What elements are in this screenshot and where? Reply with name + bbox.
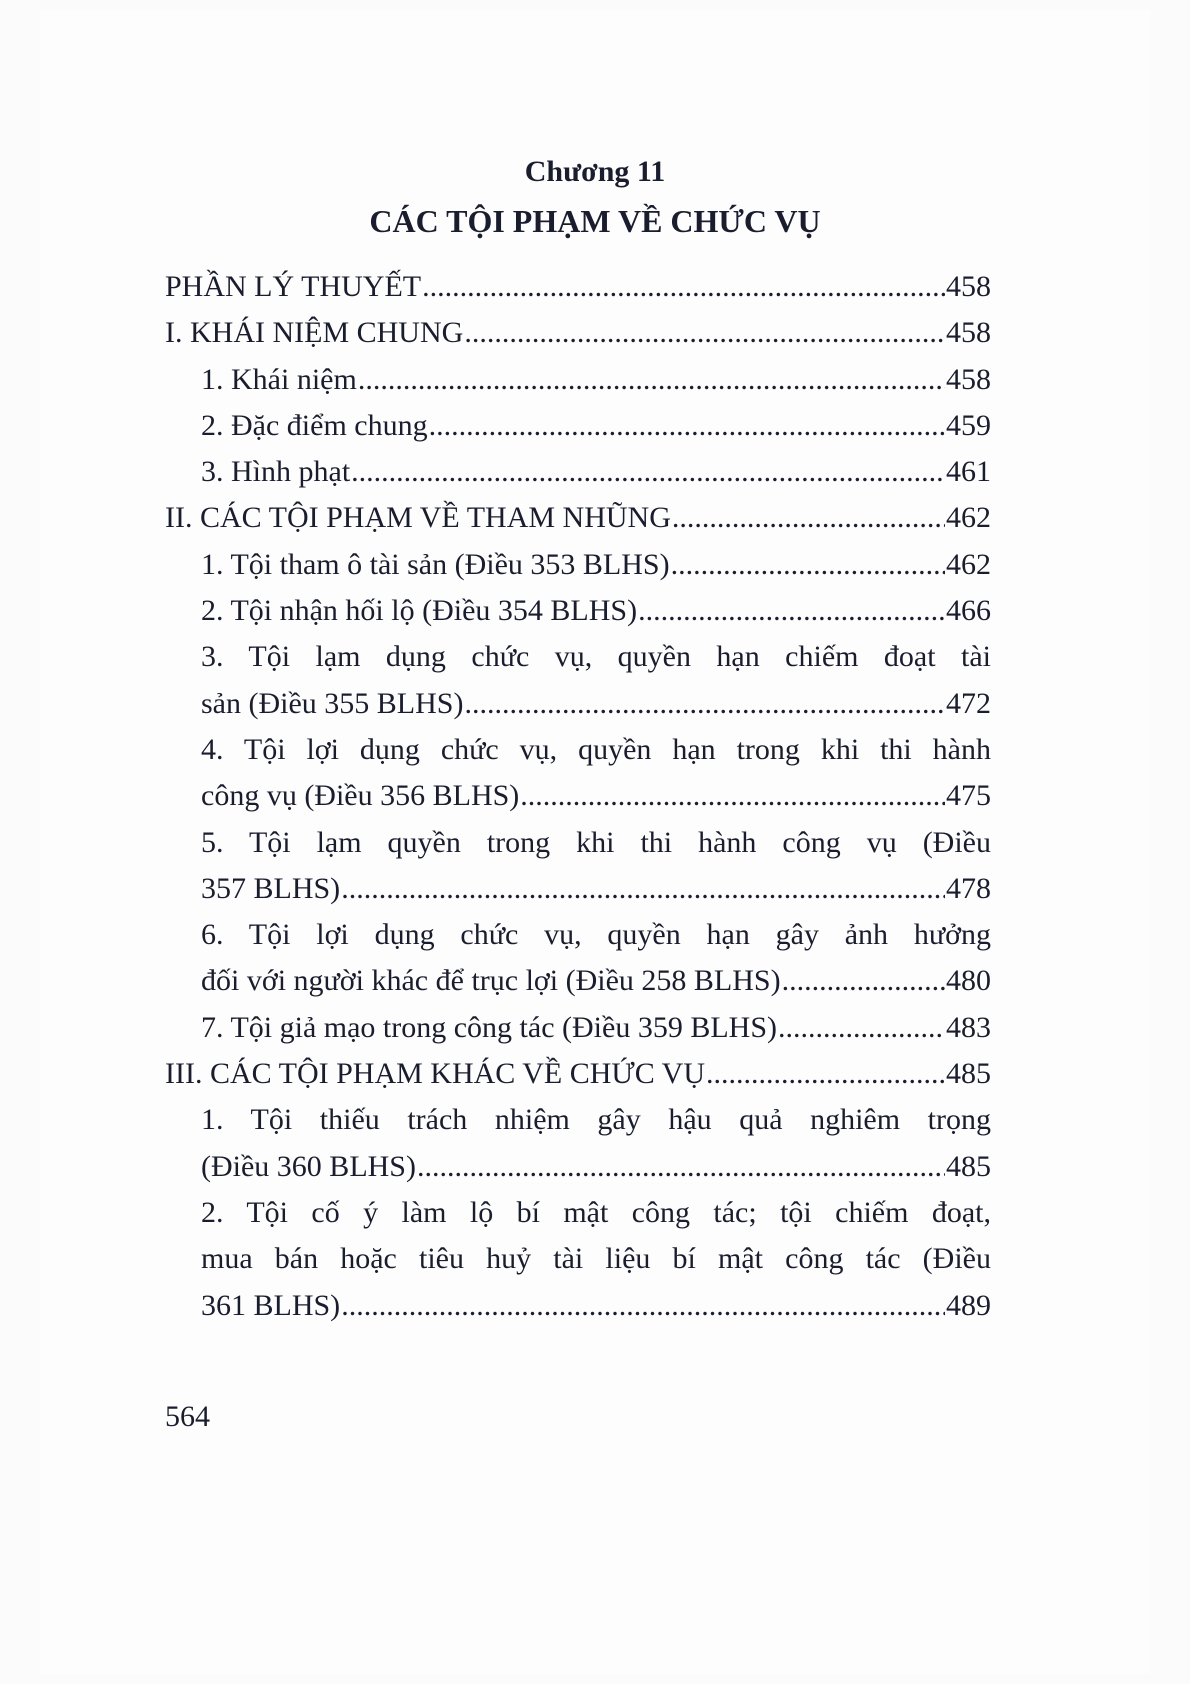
toc-entry-title: sản (Điều 355 BLHS) — [201, 686, 464, 720]
toc-entry-line — [201, 588, 991, 634]
toc-entry-title: 7. Tội giả mạo trong công tác (Điều 359 BLHS) — [201, 1010, 778, 1044]
toc-entry-line — [201, 681, 991, 727]
toc-entry-line — [165, 1051, 991, 1097]
toc-entry-text-line: 3. Tội lạm dụng chức vụ, quyền hạn chiếm đoạt tài — [201, 640, 991, 674]
toc-entry-line — [201, 1144, 991, 1190]
toc-entry-text-line: 5. Tội lạm quyền trong khi thi hành công vụ (Điều — [201, 825, 991, 859]
dot-leader — [341, 1283, 945, 1329]
toc-entry-text-line: mua bán hoặc tiêu huỷ tài liệu bí mật công tác (Điều — [201, 1242, 991, 1276]
dot-leader — [520, 773, 945, 819]
toc-entry-title: 1. Khái niệm — [201, 362, 357, 396]
toc-page-number: 461 — [946, 455, 991, 489]
dot-leader — [464, 310, 945, 356]
toc-entry-line — [201, 773, 991, 819]
toc-entry-text-line: 2. Tội cố ý làm lộ bí mật công tác; tội chiếm đoạt, — [201, 1195, 991, 1229]
toc-entry-text-line: 6. Tội lợi dụng chức vụ, quyền hạn gây ảnh hưởng — [201, 918, 991, 952]
dot-leader — [638, 588, 945, 634]
dot-leader — [341, 866, 945, 912]
toc-entry — [165, 357, 991, 403]
dot-leader — [464, 681, 945, 727]
toc-entry-line — [201, 866, 991, 912]
toc-page-number: 483 — [946, 1010, 991, 1044]
toc-entry-title: I. KHÁI NIỆM CHUNG — [165, 316, 464, 350]
toc-page-number: 466 — [946, 594, 991, 628]
toc-page-number: 462 — [946, 547, 991, 581]
table-of-contents — [165, 264, 991, 1329]
dot-leader — [778, 1005, 945, 1051]
toc-entry-title: 1. Tội tham ô tài sản (Điều 353 BLHS) — [201, 547, 670, 581]
toc-entry-title: 2. Đặc điểm chung — [201, 408, 428, 442]
toc-entry-title: II. CÁC TỘI PHẠM VỀ THAM NHŨNG — [165, 501, 671, 535]
toc-entry — [165, 542, 991, 588]
dot-leader — [782, 958, 945, 1004]
toc-entry-text-line: 4. Tội lợi dụng chức vụ, quyền hạn trong khi thi hành — [201, 732, 991, 766]
dot-leader — [358, 357, 945, 403]
chapter-title: CÁC TỘI PHẠM VỀ CHỨC VỤ — [369, 203, 821, 239]
toc-entry-title: 2. Tội nhận hối lộ (Điều 354 BLHS) — [201, 594, 638, 628]
toc-entry — [165, 1051, 991, 1097]
toc-page-number: 485 — [946, 1149, 991, 1183]
toc-entry — [165, 264, 991, 310]
toc-entry — [165, 588, 991, 634]
toc-entry — [165, 820, 991, 913]
toc-page-number: 489 — [946, 1288, 991, 1322]
toc-entry-text-line: 1. Tội thiếu trách nhiệm gây hậu quả nghiêm trọng — [201, 1103, 991, 1137]
toc-entry — [165, 495, 991, 541]
toc-page-number: 485 — [946, 1057, 991, 1091]
toc-entry — [165, 912, 991, 1005]
toc-entry-line — [201, 449, 991, 495]
toc-entry — [165, 310, 991, 356]
toc-entry-title: PHẦN LÝ THUYẾT — [165, 270, 422, 303]
toc-entry-line — [165, 310, 991, 356]
toc-entry — [165, 1005, 991, 1051]
toc-entry-title: đối với người khác để trục lợi (Điều 258 BLHS) — [201, 964, 781, 998]
toc-page-number: 472 — [946, 686, 991, 720]
toc-entry-title: 3. Hình phạt — [201, 455, 351, 489]
toc-entry-line — [165, 495, 991, 541]
toc-page-number: 459 — [946, 408, 991, 442]
toc-entry-title: 357 BLHS) — [201, 871, 341, 905]
toc-entry — [165, 449, 991, 495]
dot-leader — [422, 264, 945, 310]
dot-leader — [671, 542, 945, 588]
toc-page-number: 475 — [946, 779, 991, 813]
toc-entry — [165, 1097, 991, 1190]
toc-entry — [165, 1190, 991, 1329]
dot-leader — [417, 1144, 945, 1190]
toc-page-number: 458 — [946, 362, 991, 396]
toc-entry-line — [201, 403, 991, 449]
toc-entry-line — [201, 1283, 991, 1329]
toc-page-number: 478 — [946, 871, 991, 905]
dot-leader — [429, 403, 945, 449]
toc-page-number: 458 — [946, 270, 991, 303]
toc-entry-title: (Điều 360 BLHS) — [201, 1149, 416, 1183]
toc-entry-line — [201, 542, 991, 588]
toc-entry — [165, 634, 991, 727]
toc-entry-title: công vụ (Điều 356 BLHS) — [201, 779, 520, 813]
toc-entry — [165, 727, 991, 820]
toc-entry-title: III. CÁC TỘI PHẠM KHÁC VỀ CHỨC VỤ — [165, 1057, 705, 1091]
dot-leader — [706, 1051, 945, 1097]
toc-entry — [165, 403, 991, 449]
toc-entry-line — [201, 357, 991, 403]
toc-page-number: 462 — [946, 501, 991, 535]
toc-entry-line — [165, 264, 991, 310]
toc-entry-line — [201, 1005, 991, 1051]
toc-page-number: 480 — [946, 964, 991, 998]
page-number: 564 — [165, 1400, 210, 1433]
toc-entry-title: 361 BLHS) — [201, 1288, 341, 1322]
toc-entry-line — [201, 958, 991, 1004]
dot-leader — [351, 449, 945, 495]
dot-leader — [672, 495, 945, 541]
chapter-number: Chương 11 — [524, 155, 666, 188]
toc-page-number: 458 — [946, 316, 991, 350]
